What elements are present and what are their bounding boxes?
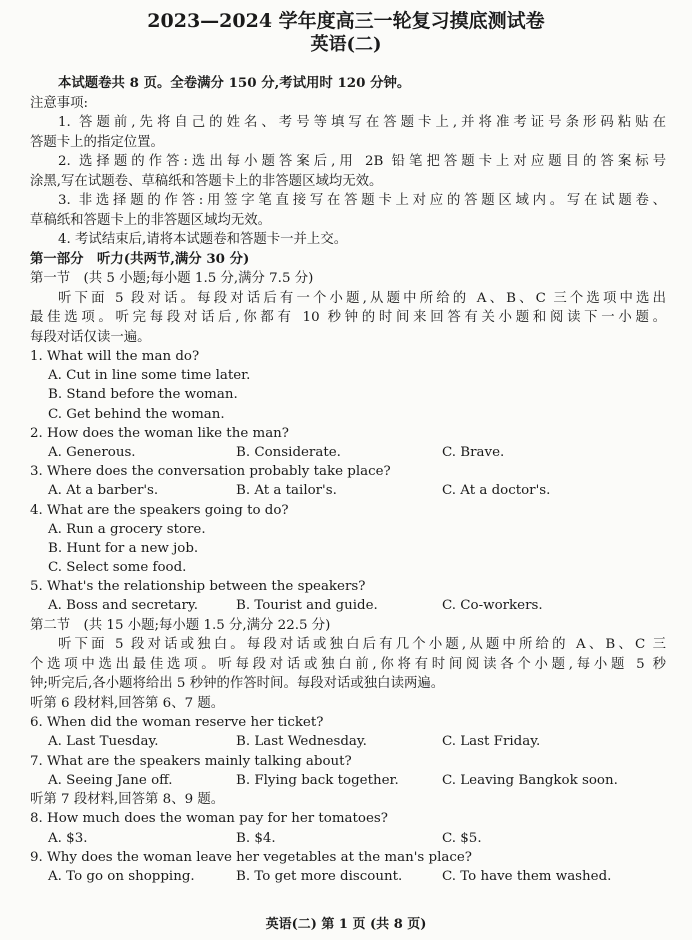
page-footer: 英语(二) 第 1 页 (共 8 页) xyxy=(265,917,427,932)
notice-line: 涂黑,写在试题卷、草稿纸和答题卡上的非答题区域均无效。 xyxy=(30,173,383,189)
section1-instruction: 每段对话仅读一遍。 xyxy=(30,329,151,345)
question-text: 3. Where does the conversation probably take place? xyxy=(30,464,391,480)
section2-instruction: 个选项中选出最佳选项。听每段对话或独白前,你将有时间阅读各个小题,每小题 5 秒 xyxy=(30,656,666,672)
question-text: 1. What will the man do? xyxy=(30,349,200,364)
option-c: C. Co-workers. xyxy=(442,598,543,614)
notice-line: 4. 考试结束后,请将本试题卷和答题卡一并上交。 xyxy=(58,232,348,247)
option-b: B. Considerate. xyxy=(236,444,341,460)
question-options xyxy=(30,443,666,462)
option-c: C. $5. xyxy=(442,830,482,846)
question-text: 9. Why does the woman leave her vegetables at the man's place? xyxy=(30,849,472,865)
option-a: A. Boss and secretary. xyxy=(48,598,198,614)
section1-instruction: 最佳选项。听完每段对话后,你都有 10 秒钟的时间来回答有关小题和阅读下一小题。 xyxy=(30,310,666,325)
question-text: 4. What are the speakers going to do? xyxy=(30,502,289,518)
notice-line: 草稿纸和答题卡上的非答题区域均无效。 xyxy=(30,212,272,228)
option-b: B. Flying back together. xyxy=(236,772,399,788)
question-text: 2. How does the woman like the man? xyxy=(30,425,289,441)
question-options xyxy=(30,867,666,886)
question-options xyxy=(30,596,666,615)
option-b: B. Hunt for a new job. xyxy=(48,540,199,556)
option-a: A. At a barber's. xyxy=(48,483,159,499)
option-c: C. Brave. xyxy=(442,444,505,460)
question-text: 5. What's the relationship between the speakers? xyxy=(30,579,366,595)
option-b: B. Stand before the woman. xyxy=(48,387,238,403)
question-options xyxy=(30,829,666,848)
option-c: C. Select some food. xyxy=(48,560,187,576)
option-b: B. At a tailor's. xyxy=(236,483,337,499)
question-text: 7. What are the speakers mainly talking about? xyxy=(30,753,352,769)
option-a: A. Seeing Jane off. xyxy=(48,772,173,788)
material-note: 听第 6 段材料,回答第 6、7 题。 xyxy=(30,695,225,711)
option-b: B. Tourist and guide. xyxy=(236,598,378,614)
option-a: A. To go on shopping. xyxy=(48,868,195,884)
option-b: B. Last Wednesday. xyxy=(236,734,367,750)
option-c: C. Last Friday. xyxy=(442,734,541,750)
exam-title: 2023—2024 学年度高三一轮复习摸底测试卷 xyxy=(147,10,545,32)
notice-line: 2. 选择题的作答:选出每小题答案后,用 2B 铅笔把答题卡上对应题目的答案标号 xyxy=(58,154,666,169)
option-b: B. $4. xyxy=(236,830,276,846)
option-c: C. Leaving Bangkok soon. xyxy=(442,772,618,788)
section2-instruction: 听下面 5 段对话或独白。每段对话或独白后有几个小题,从题中所给的 A、B、C 三 xyxy=(58,637,666,653)
option-c: C. At a doctor's. xyxy=(442,483,551,499)
option-a: A. Run a grocery store. xyxy=(48,521,206,537)
exam-subtitle: 英语(二) xyxy=(310,34,382,55)
section1-heading: 第一节 (共 5 小题;每小题 1.5 分,满分 7.5 分) xyxy=(30,271,314,286)
question-options xyxy=(30,481,666,500)
option-c: C. To have them washed. xyxy=(442,868,612,884)
notice-line: 答题卡上的指定位置。 xyxy=(30,134,164,150)
option-a: A. $3. xyxy=(48,830,88,846)
option-b: B. To get more discount. xyxy=(236,868,403,884)
notice-line: 3. 非选择题的作答:用签字笔直接写在答题卡上对应的答题区域内。写在试题卷、 xyxy=(58,193,666,208)
question-text: 8. How much does the woman pay for her tomatoes? xyxy=(30,811,388,827)
option-a: A. Generous. xyxy=(48,444,136,460)
question-text: 6. When did the woman reserve her ticket? xyxy=(30,715,324,731)
section1-instruction: 听下面 5 段对话。每段对话后有一个小题,从题中所给的 A、B、C 三个选项中选出 xyxy=(58,290,666,306)
question-options xyxy=(30,771,666,790)
material-note: 听第 7 段材料,回答第 8、9 题。 xyxy=(30,791,225,807)
section2-instruction: 钟;听完后,各小题将给出 5 秒钟的作答时间。每段对话或独白读两遍。 xyxy=(30,676,445,692)
option-a: A. Cut in line some time later. xyxy=(48,368,251,384)
option-c: C. Get behind the woman. xyxy=(48,406,225,422)
question-options xyxy=(30,732,666,751)
option-a: A. Last Tuesday. xyxy=(48,734,159,750)
intro-line: 本试题卷共 8 页。全卷满分 150 分,考试用时 120 分钟。 xyxy=(58,75,411,91)
part1-heading: 第一部分 听力(共两节,满分 30 分) xyxy=(30,250,250,267)
section2-heading: 第二节 (共 15 小题;每小题 1.5 分,满分 22.5 分) xyxy=(30,617,331,633)
exam-content xyxy=(30,74,666,886)
notice-line: 1. 答题前,先将自己的姓名、考号等填写在答题卡上,并将准考证号条形码粘贴在 xyxy=(58,115,666,130)
notice-heading: 注意事项: xyxy=(30,95,89,111)
